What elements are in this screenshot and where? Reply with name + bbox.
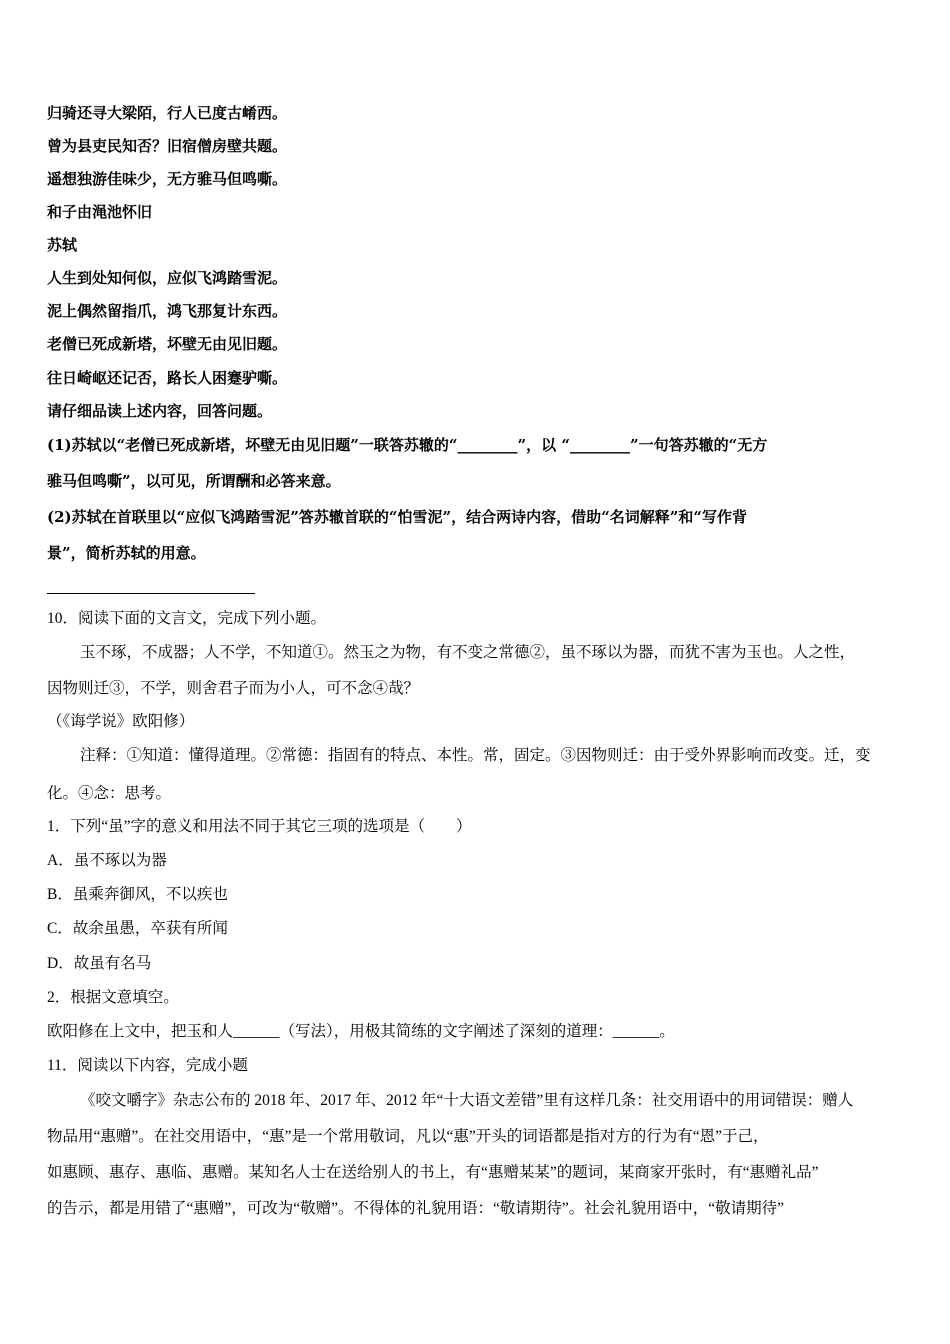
poem-line: 归骑还寻大梁陌，行人已度古崤西。 [47, 104, 288, 122]
option-a: A．虽不琢以为器 [47, 852, 167, 869]
poem-line: 泥上偶然留指爪，鸿飞那复计东西。 [47, 302, 288, 320]
q10-sub1-question: 1．下列“虽”字的意义和用法不同于其它三项的选项是（ ） [47, 818, 472, 835]
q10-heading: 10．阅读下面的文言文，完成下列小题。 [47, 610, 327, 627]
option-c: C．故余虽愚，卒获有所闻 [47, 920, 228, 937]
option-b: B．虽乘奔御风，不以疾也 [47, 886, 228, 903]
poem-author: 苏轼 [47, 236, 78, 254]
poem-line: 人生到处知何似，应似飞鸿踏雪泥。 [47, 269, 288, 287]
q10-passage-line1: 玉不琢，不成器；人不学，不知道①。然玉之为物，有不变之常德②，虽不琢以为器，而犹不害为玉也。人之性， [80, 644, 856, 661]
q10-source: （《诲学说》欧阳修） [47, 713, 195, 730]
q9-sub2-line1: (2)苏轼在首联里以“应似飞鸿踏雪泥”答苏辙首联的“怕雪泥”，结合两诗内容，借助“名词解释”和“写作背 [47, 508, 748, 526]
q11-line: 《咬文嚼字》杂志公布的 2018 年、2017 年、2012 年“十大语文差错”里有这样几条：社交用语中的用词错误：赠人 [80, 1092, 854, 1109]
q9-prompt: 请仔细品读上述内容，回答问题。 [47, 402, 273, 420]
q9-sub1-line2: 骓马但鸣嘶”，以可见，所谓酬和必答来意。 [47, 472, 341, 490]
q10-sub2-fill-line: 欧阳修在上文中，把玉和人______（写法），用极其简练的文字阐述了深刻的道理：______。 [47, 1023, 675, 1040]
q9-sub2-line2: 景”，简析苏轼的用意。 [47, 544, 206, 562]
q11-line: 物品用“惠赠”。在社交用语中，“惠”是一个常用敬词，凡以“惠”开头的词语都是指对方的行为有“恩”于己， [47, 1128, 769, 1145]
option-d: D．故虽有名马 [47, 955, 152, 972]
q11-line: 的告示，都是用错了“惠赠”，可改为“敬赠”。不得体的礼貌用语：“敬请期待”。社会礼貌用语中，“敬请期待” [47, 1200, 785, 1217]
poem-line: 老僧已死成新塔，坏壁无由见旧题。 [47, 335, 288, 353]
q10-notes-line1: 注释：①知道：懂得道理。②常德：指固有的特点、本性。常，固定。③因物则迁：由于受外界影响而改变。迁，变 [80, 747, 871, 764]
q9-sub1-line1: (1)苏轼以“老僧已死成新塔，坏壁无由见旧题”一联答苏辙的“________”，以 “________”一句答苏辙的“无方 [47, 436, 768, 454]
q11-heading: 11．阅读以下内容，完成小题 [47, 1057, 248, 1074]
answer-underline [47, 593, 255, 594]
q10-sub2-question: 2．根据文意填空。 [47, 989, 179, 1006]
poem-line: 遥想独游佳味少，无方骓马但鸣嘶。 [47, 170, 288, 188]
q11-line: 如惠顾、惠存、惠临、惠赠。某知名人士在送给别人的书上，有“惠赠某某”的题词，某商家开张时，有“惠赠礼品” [47, 1164, 819, 1181]
poem-line: 往日崎岖还记否，路长人困蹇驴嘶。 [47, 369, 288, 387]
q10-notes-line2: 化。④念：思考。 [47, 785, 172, 802]
q10-passage-line2: 因物则迁③，不学，则舍君子而为小人，可不念④哉？ [47, 680, 420, 697]
poem-title: 和子由渑池怀旧 [47, 203, 153, 221]
poem-line: 曾为县吏民知否？旧宿僧房壁共题。 [47, 137, 288, 155]
